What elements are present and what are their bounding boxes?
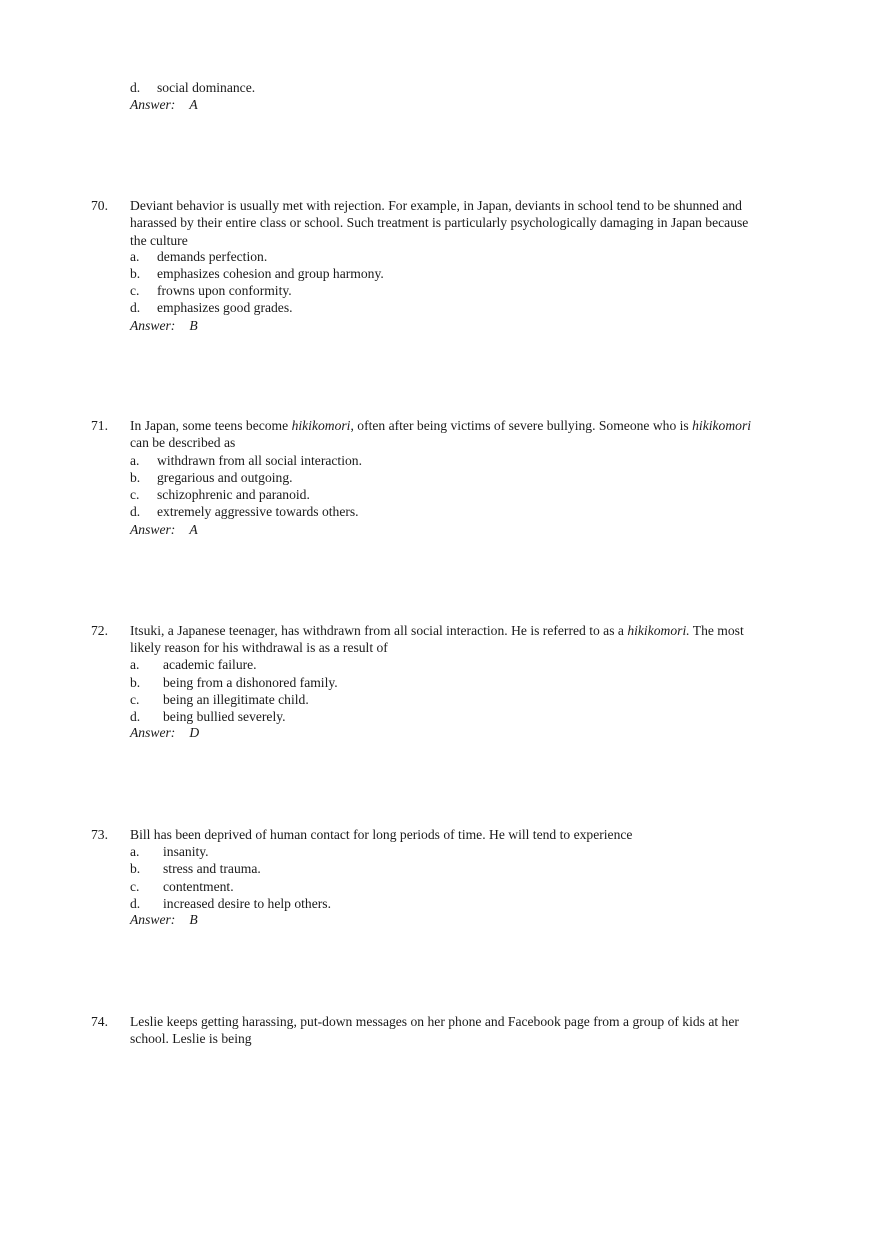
option-letter: d. [130,709,141,724]
option-text: social dominance. [157,80,256,95]
answer-value: D [189,725,200,740]
option-text: contentment. [163,879,234,894]
option-letter: b. [130,861,141,876]
option-text: being bullied severely. [163,709,286,724]
option-text: demands perfection. [157,249,268,264]
stem-text: In Japan, some teens become [130,418,292,433]
answer-label: Answer: [130,912,176,927]
option-letter: d. [130,896,141,911]
question-stem-line: can be described as [130,435,236,450]
option-letter: c. [130,487,140,502]
answer-line [130,724,199,741]
stem-text: The most [689,623,744,638]
question-number: 74. [91,1014,108,1029]
option-text: withdrawn from all social interaction. [157,453,362,468]
answer-label: Answer: [130,97,176,112]
answer-value: B [189,912,198,927]
option-letter: d. [130,80,141,95]
option-letter: d. [130,504,141,519]
question-stem-line: likely reason for his withdrawal is as a result of [130,640,388,655]
question-stem-line [130,417,795,434]
option-letter: a. [130,657,140,672]
option-letter: d. [130,300,141,315]
option-text: insanity. [163,844,209,859]
option-letter: b. [130,675,141,690]
answer-value: A [189,97,198,112]
question-number: 73. [91,827,108,842]
answer-value: A [189,522,198,537]
question-stem-line: Deviant behavior is usually met with rejection. For example, in Japan, deviants in school tend to be shunned and [130,198,742,213]
option-letter: c. [130,879,140,894]
option-text: academic failure. [163,657,257,672]
question-number: 71. [91,418,108,433]
option-letter: c. [130,283,140,298]
question-stem-line: school. Leslie is being [130,1031,252,1046]
option-text: increased desire to help others. [163,896,331,911]
question-stem-line [130,622,795,639]
option-letter: a. [130,249,140,264]
answer-line [130,96,198,113]
option-text: emphasizes cohesion and group harmony. [157,266,384,281]
question-number: 70. [91,198,108,213]
stem-text: Itsuki, a Japanese teenager, has withdrawn from all social interaction. He is referred to as a [130,623,628,638]
option-text: being from a dishonored family. [163,675,338,690]
option-text: being an illegitimate child. [163,692,309,707]
stem-term: hikikomori [291,418,351,433]
option-letter: b. [130,266,141,281]
option-text: gregarious and outgoing. [157,470,293,485]
option-text: extremely aggressive towards others. [157,504,359,519]
option-text: emphasizes good grades. [157,300,293,315]
answer-label: Answer: [130,522,176,537]
stem-term: hikikomori [692,418,752,433]
stem-text: , often after being victims of severe bullying. Someone who is [350,418,693,433]
stem-term: hikikomori. [627,623,690,638]
option-letter: b. [130,470,141,485]
option-letter: a. [130,844,140,859]
question-stem-line: Bill has been deprived of human contact for long periods of time. He will tend to experience [130,827,633,842]
option-letter: a. [130,453,140,468]
answer-label: Answer: [130,725,176,740]
question-stem-line: Leslie keeps getting harassing, put-down messages on her phone and Facebook page from a group of kids at her [130,1014,739,1029]
option-text: frowns upon conformity. [157,283,292,298]
answer-line [130,317,198,334]
question-number: 72. [91,623,108,638]
answer-line [130,911,198,928]
question-stem-line: the culture [130,233,188,248]
answer-value: B [189,318,198,333]
option-letter: c. [130,692,140,707]
answer-line [130,521,198,538]
option-text: schizophrenic and paranoid. [157,487,310,502]
question-stem-line: harassed by their entire class or school. Such treatment is particularly psychologically damaging in Japan because [130,215,749,230]
option-text: stress and trauma. [163,861,261,876]
answer-label: Answer: [130,318,176,333]
